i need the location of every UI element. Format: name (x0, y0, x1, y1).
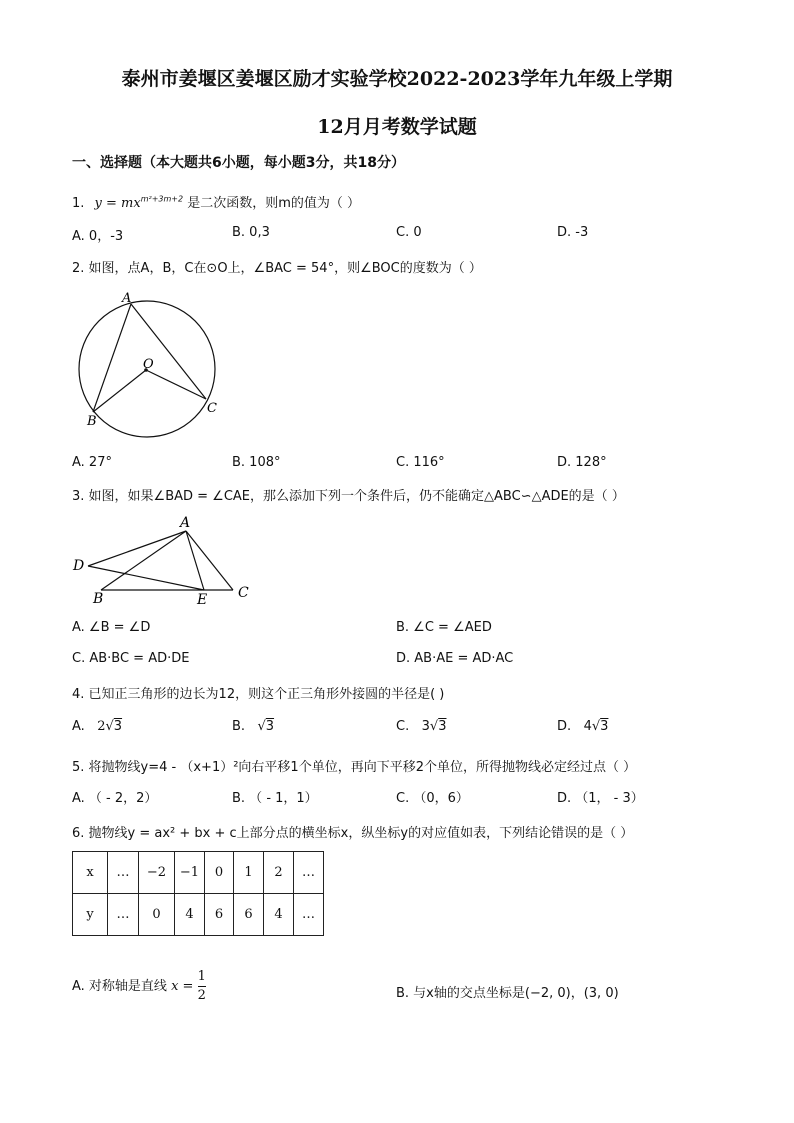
option-letter: D. (557, 719, 572, 734)
q1-option-b: B. 0,3 (232, 225, 270, 240)
table-cell: 1 (234, 852, 264, 894)
sqrt-icon: √ (429, 719, 439, 734)
q4-option-a (72, 719, 122, 734)
q2-option-d: D. 128° (557, 455, 607, 470)
q4-option-b (232, 719, 274, 734)
table-cell: 4 (175, 894, 205, 936)
table-row (73, 894, 324, 936)
circle-figure (72, 286, 222, 446)
q5-option-b: B. （ - 1，1） (232, 791, 318, 806)
fraction (198, 968, 206, 1005)
radicand: 3 (600, 719, 609, 734)
radicand: 3 (438, 719, 447, 734)
segment-ab (101, 531, 186, 590)
q1-option-d: D. -3 (557, 225, 589, 240)
question-number: 1. (72, 196, 85, 211)
option-text: A. 对称轴是直线 (72, 979, 167, 994)
option-letter: A. (72, 719, 85, 734)
table-cell: 2 (264, 852, 294, 894)
question-number: 6. (72, 826, 85, 841)
question-2 (72, 257, 482, 276)
label-c: C (238, 585, 249, 601)
question-number: 3. (72, 489, 85, 504)
question-1 (72, 192, 360, 211)
question-text: 将抛物线y=4 - （x+1）²向右平移1个单位，再向下平移2个单位，所得抛物线必定经过点（ ） (88, 760, 637, 775)
formula-exponent: m²+3m+2 (140, 194, 184, 204)
q3-option-d: D. AB·AE = AD·AC (396, 651, 514, 666)
question-text: 如图，如果∠BAD = ∠CAE，那么添加下列一个条件后，仍不能确定△ABC∽△ADE的是（ ） (88, 489, 625, 504)
segment-ac (131, 304, 206, 399)
label-b: B (93, 591, 104, 607)
segment-ab (93, 304, 131, 412)
triangle-figure (68, 510, 258, 610)
q6-option-a (72, 968, 206, 1005)
question-number: 2. (72, 261, 85, 276)
question-text: 是二次函数，则m的值为（ ） (187, 196, 361, 211)
option-var: x = (171, 979, 194, 994)
segment-oc (146, 370, 206, 399)
question-6 (72, 822, 633, 841)
coefficient: 4 (583, 719, 592, 734)
q3-option-c: C. AB·BC = AD·DE (72, 651, 190, 666)
label-o: O (143, 357, 154, 372)
question-5 (72, 756, 636, 775)
fraction-denominator: 2 (197, 988, 206, 1003)
table-cell: … (294, 852, 324, 894)
table-cell: 0 (139, 894, 175, 936)
question-text: 抛物线y = ax² + bx + c上部分点的横坐标x，纵坐标y的对应值如表，下列结论错误的是（ ） (88, 826, 634, 841)
segment-ae (186, 531, 204, 590)
page-subtitle: 12月月考数学试题 (317, 116, 477, 138)
table-cell: 6 (234, 894, 264, 936)
formula: y = mx (94, 196, 141, 211)
question-text: 如图，点A，B，C在⊙O上，∠BAC = 54°，则∠BOC的度数为（ ） (88, 261, 482, 276)
label-b: B (87, 414, 97, 429)
table-cell: … (108, 894, 139, 936)
table-cell: x (73, 852, 108, 894)
sqrt-icon: √ (105, 719, 114, 734)
sqrt-icon: √ (591, 719, 601, 734)
q3-option-a: A. ∠B = ∠D (72, 620, 151, 635)
fraction-numerator: 1 (198, 968, 206, 987)
q1-option-a: A. 0，-3 (72, 229, 124, 244)
page-title: 泰州市姜堰区姜堰区励才实验学校2022-2023学年九年级上学期 (121, 68, 673, 90)
table-cell: y (73, 894, 108, 936)
question-4 (72, 683, 444, 702)
option-letter: C. (396, 719, 410, 734)
label-a: A (180, 515, 191, 531)
q2-option-c: C. 116° (396, 455, 445, 470)
q1-option-c: C. 0 (396, 225, 422, 240)
table-cell: 6 (205, 894, 234, 936)
segment-ad (88, 531, 186, 566)
table-cell: … (108, 852, 139, 894)
radicand: 3 (265, 719, 275, 734)
option-letter: B. (232, 719, 246, 734)
q4-option-d (557, 719, 608, 734)
q5-option-c: C. （0，6） (396, 791, 469, 806)
q5-option-d: D. （1， - 3） (557, 791, 644, 806)
coefficient: 3 (421, 719, 430, 734)
label-e: E (197, 592, 208, 608)
value-table (72, 851, 324, 936)
coefficient: 2 (97, 719, 106, 734)
radicand: 3 (113, 719, 123, 734)
label-d: D (73, 558, 85, 574)
table-cell: 0 (205, 852, 234, 894)
q5-option-a: A. （ - 2，2） (72, 791, 158, 806)
question-number: 5. (72, 760, 85, 775)
table-cell: 4 (264, 894, 294, 936)
table-cell: … (294, 894, 324, 936)
question-number: 4. (72, 687, 85, 702)
q3-option-b: B. ∠C = ∠AED (396, 620, 492, 635)
question-text: 已知正三角形的边长为12，则这个正三角形外接圆的半径是( ) (88, 687, 445, 702)
sqrt-icon: √ (257, 719, 266, 734)
label-c: C (207, 401, 217, 416)
table-cell: −1 (175, 852, 205, 894)
segment-ac (186, 531, 233, 590)
section-heading: 一、选择题（本大题共6小题，每小题3分，共18分） (72, 155, 405, 171)
question-3 (72, 485, 625, 504)
table-row (73, 852, 324, 894)
q2-option-a: A. 27° (72, 455, 112, 470)
table-cell: −2 (139, 852, 175, 894)
q6-option-b: B. 与x轴的交点坐标是(−2, 0)，(3, 0) (396, 986, 619, 1001)
label-a: A (122, 291, 132, 306)
q2-option-b: B. 108° (232, 455, 281, 470)
q4-option-c (396, 719, 446, 734)
